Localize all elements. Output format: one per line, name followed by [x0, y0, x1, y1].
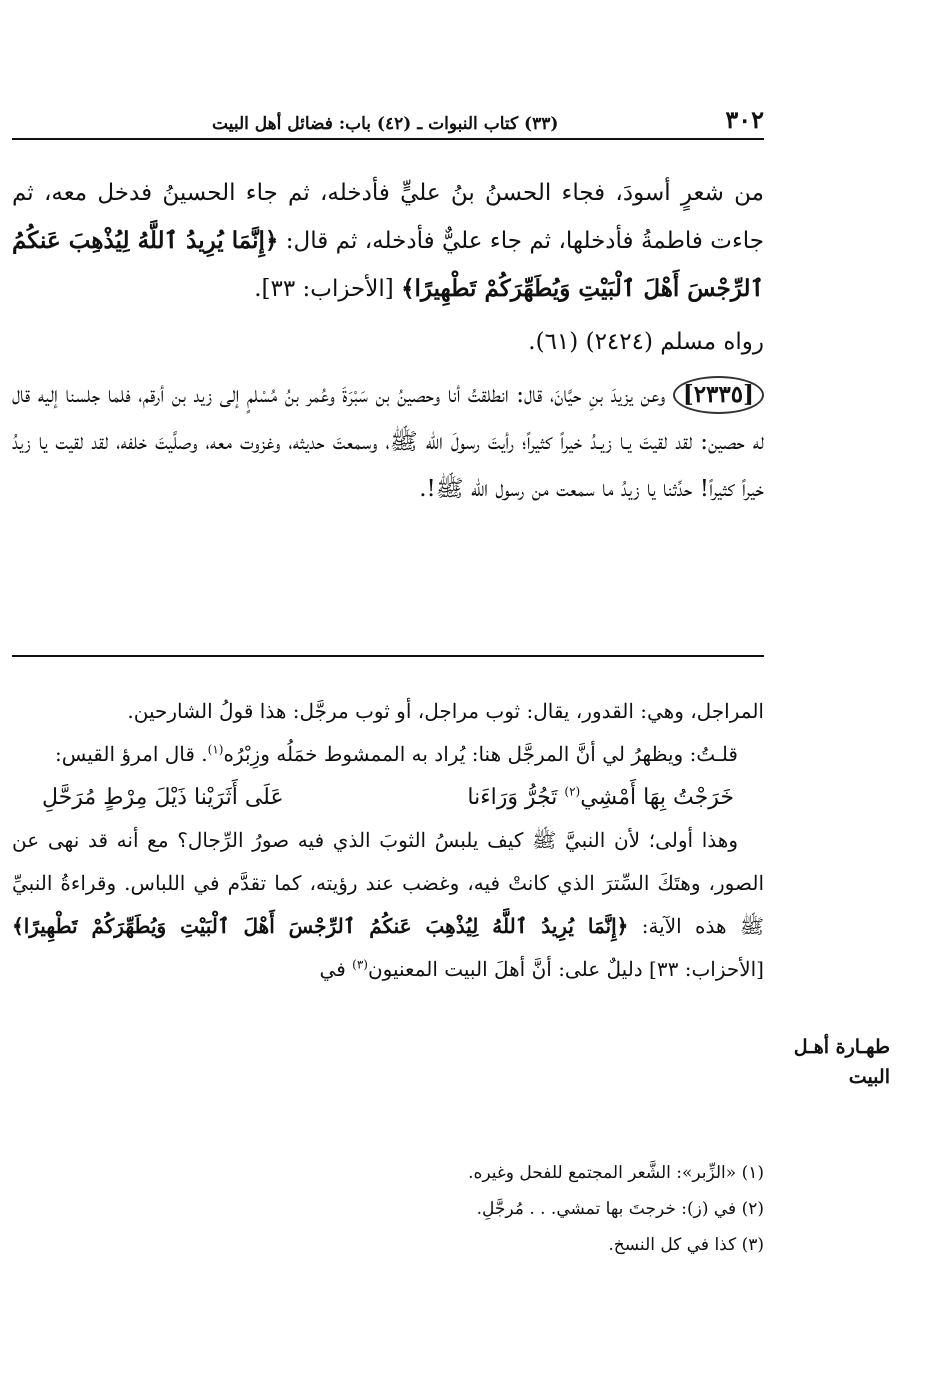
commentary-paragraph-2: [12, 733, 764, 776]
main-text: [12, 170, 764, 513]
commentary-text: في: [319, 957, 346, 981]
commentary-text: [الأحزاب: ٣٣] دليلٌ على: أنَّ أهلَ البيت المعنيون: [367, 957, 764, 981]
footnote-marker[interactable]: (٣): [352, 957, 368, 972]
commentary-text: . قال امرؤ القيس:: [55, 742, 208, 766]
hadith-text-2: [12, 372, 764, 513]
commentary-paragraph-3: [12, 819, 764, 991]
quran-verse: ﴿إِنَّمَا يُرِيدُ ٱللَّهُ لِيُذْهِبَ عَنكُمُ ٱلرِّجْسَ أَهْلَ ٱلْبَيْتِ وَيُطَهِّرَكُمْ تَطْهِيرًا﴾: [12, 227, 764, 302]
verse-second-hemistich: عَلَى أَثَرَيْنا ذَيْلَ مِرْطٍ مُرَحَّلِ: [42, 785, 284, 810]
hadith-paragraph-2: وعن يزيدَ بنِ حيَّانَ، قال: انطلقتُ أنا وحصينُ بن سَبْرَةَ وعُمر بنُ مُسْلمٍ إلى زيد بن أرقم، فلما جلسنا إليه قال له حصين: لقد لقيتَ يـا زيـدُ خيراً كثيراً؛ رأيتَ رسولَ الله ﷺ، وسمعتَ حديثه، وغزوت معه، وصلَّيتَ خلفه، لقد لقيت يا زيدُ خيراً كثيراً! حدِّثنا يا زيدُ ما سمعت من رسول الله ﷺ!.: [12, 382, 764, 502]
commentary-paragraph-1: المراجل، وهي: القدور، يقال: ثوب مراجل، أو ثوب مرجَّل: هذا قولُ الشارحين.: [127, 699, 764, 723]
page-number: ٣٠٢: [725, 105, 764, 134]
section-divider: [12, 655, 764, 657]
verse-first-hemistich: [467, 776, 734, 819]
footnote-1: (١) «الزِّبر»: الشَّعر المجتمع للفحل وغيره.: [468, 1163, 764, 1183]
footnote-marker[interactable]: (١): [207, 742, 224, 757]
poetry-verse: [12, 776, 764, 819]
footnote-3: (٣) كذا في كل النسخ.: [608, 1235, 764, 1255]
margin-note: طهـارة أهـل البيت: [793, 1036, 890, 1088]
footnote-2: (٢) في (ز): خرجتَ بها تمشي. . . مُرجَّلِ.: [476, 1199, 764, 1219]
quran-verse: ﴿إِنَّمَا يُرِيدُ ٱللَّهُ لِيُذْهِبَ عَنكُمُ ٱلرِّجْسَ أَهْلَ ٱلْبَيْتِ وَيُطَهِّرَكُمْ تَطْهِيرًا﴾: [12, 914, 629, 938]
hadith-paragraph: من شعرٍ أسودَ، فجاء الحسنُ بنُ عليٍّ فأدخله، ثم جاء الحسينُ فدخل معه، ثم جاءت فاطمةُ فأدخلها، ثم جاء عليٌّ فأدخله، ثم قال:: [12, 180, 764, 254]
verse-text: خَرَجْتُ بِهَا أَمْشِي: [580, 785, 734, 810]
page-header: [12, 104, 764, 140]
commentary: [12, 690, 764, 991]
footnote-marker[interactable]: (٢): [564, 784, 581, 799]
commentary-text: وهذا أولى؛ لأن النبيَّ ﷺ كيف يلبسُ الثوبَ الذي فيه صورُ الرِّجال؟ مع أنه قد نهى عن الصور، وهتَكَ السِّترَ الذي كانتْ فيه، وغضب عند رؤيته، كما تقدَّم في اللباس. وقراءةُ النبيِّ ﷺ هذه الآية:: [12, 828, 765, 938]
commentary-text: قلـتُ: ويظهرُ لي أنَّ المرجَّل هنا: يُراد به الممشوط خمَلُه وزِبْرُه: [223, 742, 738, 766]
running-head: (٣٣) كتاب النبوات ـ (٤٢) باب: فضائل أهل البيت: [212, 114, 559, 134]
hadith-number: [٢٣٣٥]: [673, 376, 764, 414]
verse-reference: [الأحزاب: ٣٣].: [254, 276, 394, 302]
hadith-text-1: [12, 170, 764, 313]
narration-source: رواه مسلم (٢٤٢٤) (٦١).: [528, 329, 764, 355]
footnotes: [12, 1155, 764, 1263]
verse-text: تَجُرُّ وَرَاءَنا: [467, 785, 558, 810]
